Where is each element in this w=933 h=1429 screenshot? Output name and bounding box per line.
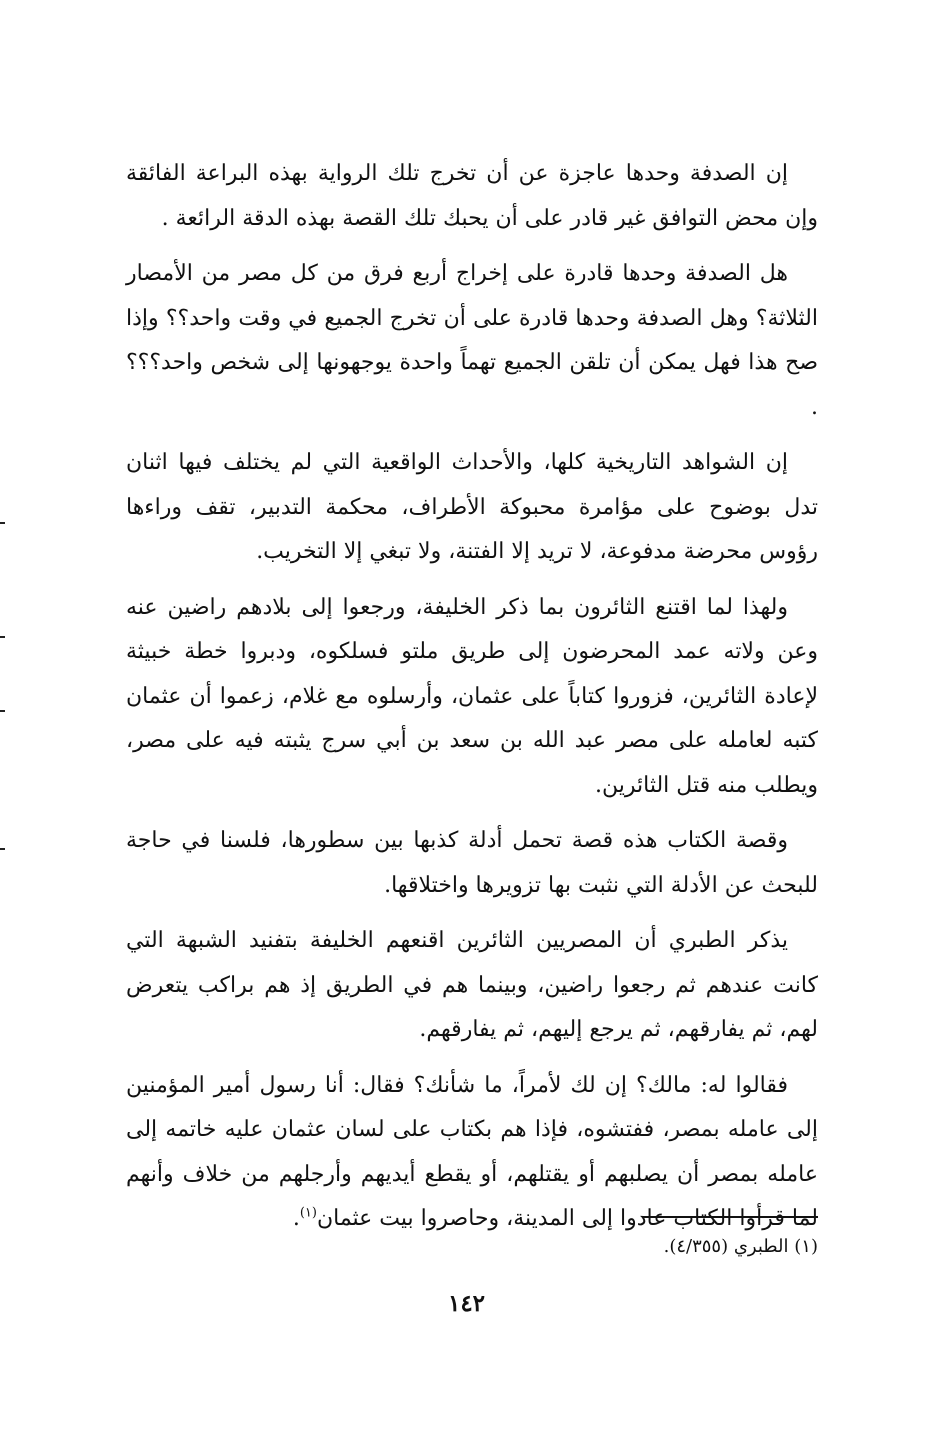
scan-margin-mark: [0, 522, 5, 524]
main-text: [126, 152, 818, 1253]
footnote-separator: [642, 1216, 818, 1218]
paragraph-6: يذكر الطبري أن المصريين الثائرين اقنعهم الخليفة بتفنيد الشبهة التي كانت عندهم ثم رجعوا راضين، وبينما هم في الطريق إذ هم براكب يتعرض لهم، ثم يفارقهم، ثم يرجع إليهم، ثم يفارقهم.: [126, 928, 818, 1042]
scan-margin-mark: [0, 848, 5, 850]
scan-margin-mark: [0, 710, 5, 712]
footnote: (١) الطبري (٤/٣٥٥).: [663, 1236, 818, 1257]
paragraph-7-end: .: [292, 1206, 300, 1231]
footnote-reference: (١): [299, 1205, 317, 1221]
page-number: ١٤٢: [447, 1290, 486, 1317]
paragraph-7: [126, 1064, 818, 1242]
paragraph-1: إن الصدفة وحدها عاجزة عن أن تخرج تلك الرواية بهذه البراعة الفائقة وإن محض التوافق غير قادر على أن يحبك تلك القصة بهذه الدقة الرائعة .: [126, 161, 818, 231]
scan-margin-mark: [0, 636, 5, 638]
paragraph-5: وقصة الكتاب هذه قصة تحمل أدلة كذبها بين سطورها، فلسنا في حاجة للبحث عن الأدلة التي نثبت بها تزويرها واختلاقها.: [126, 828, 818, 898]
paragraph-3: إن الشواهد التاريخية كلها، والأحداث الواقعية التي لم يختلف فيها اثنان تدل بوضوح على مؤامرة محبوكة الأطراف، محكمة التدبير، تقف وراءها رؤوس محرضة مدفوعة، لا تريد إلا الفتنة، ولا تبغي إلا التخريب.: [126, 450, 818, 564]
paragraph-2: هل الصدفة وحدها قادرة على إخراج أربع فرق من كل مصر من الأمصار الثلاثة؟ وهل الصدفة وحدها قادرة على أن تخرج الجميع في وقت واحد؟؟ وإذا صح هذا فهل يمكن أن تلقن الجميع تهماً واحدة يوجهونها إلى شخص واحد؟؟؟ .: [126, 261, 818, 420]
paragraph-7-text: فقالوا له: مالك؟ إن لك لأمراً، ما شأنك؟ فقال: أنا رسول أمير المؤمنين إلى عامله بمصر، ففتشوه، فإذا هم بكتاب على لسان عثمان عليه خاتمه إلى عامله بمصر أن يصلبهم أو يقتلهم، أو يقطع أيديهم وأرجلهم من خلاف وأنهم لما قرأوا الكتاب عادوا إلى المدينة، وحاصروا بيت عثمان: [126, 1072, 818, 1231]
paragraph-4: ولهذا لما اقتنع الثائرون بما ذكر الخليفة، ورجعوا إلى بلادهم راضين عنه وعن ولاته عمد المحرضون إلى طريق ملتو فسلكوه، ودبروا خطة خبيثة لإعادة الثائرين، فزوروا كتاباً على عثمان، وأرسلوه مع غلام، زعموا أن عثمان كتبه لعامله على مصر عبد الله بن سعد بن أبي سرج يثبته فيه على مصر، ويطلب منه قتل الثائرين.: [126, 594, 818, 798]
